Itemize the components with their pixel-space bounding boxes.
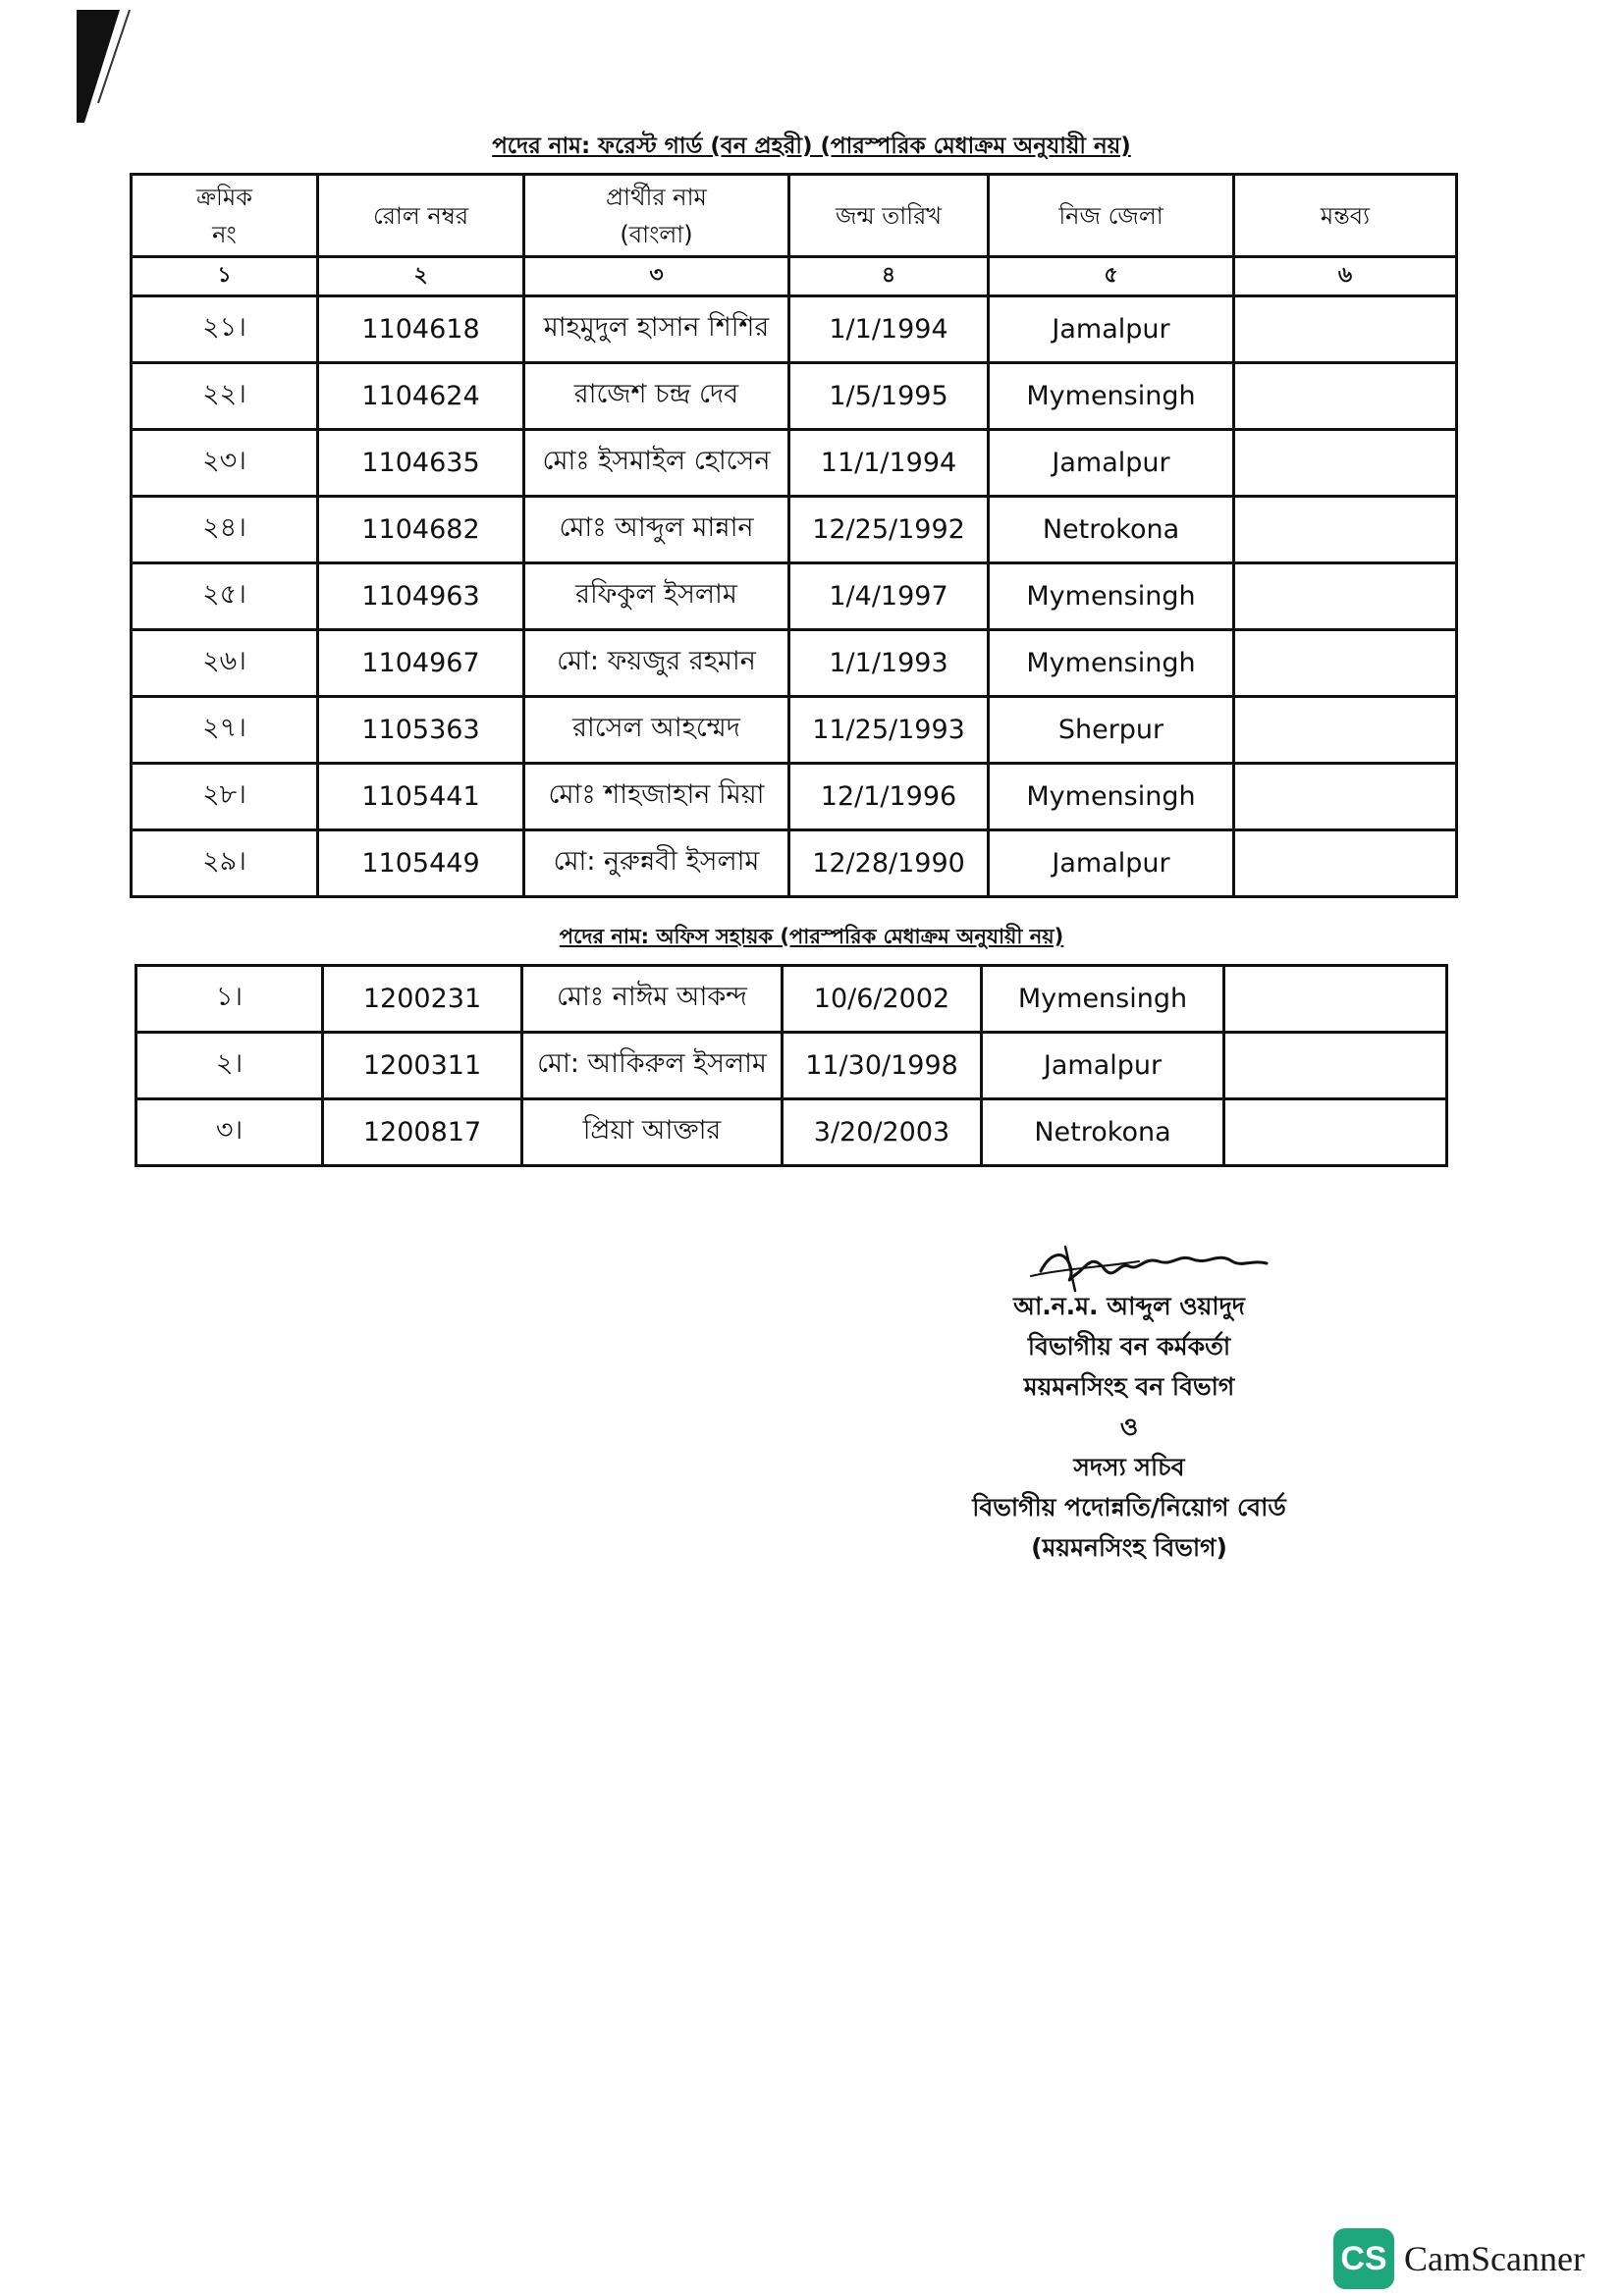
section2-title: পদের নাম: অফিস সহায়ক (পারস্পরিক মেধাক্রম অনুযায়ী নয়) <box>559 925 1064 948</box>
column-number-row <box>132 257 1457 296</box>
dob-cell: 1/1/1994 <box>789 296 989 363</box>
district-cell: Mymensingh <box>989 630 1234 697</box>
signatory-name: আ.ন.ম. আব্দুল ওয়াদুদ <box>1013 1292 1245 1320</box>
name-cell: মাহমুদুল হাসান শিশির <box>524 296 789 363</box>
table-header-row <box>132 175 1457 257</box>
header-serial: ক্রমিক নং <box>132 175 318 257</box>
section1-title: পদের নাম: ফরেস্ট গার্ড (বন প্রহরী) (পারস্পরিক মেধাক্রম অনুযায়ী নয়) <box>492 133 1131 159</box>
name-cell: রাজেশ চন্দ্র দেব <box>524 363 789 430</box>
name-cell: মোঃ নাঈম আকন্দ <box>522 966 783 1033</box>
serial-cell: ২৯। <box>132 830 318 897</box>
table-row <box>132 563 1457 630</box>
header-remarks: মন্তব্য <box>1234 175 1457 257</box>
roll-cell: 1104635 <box>318 430 524 497</box>
name-cell: মোঃ ইসমাইল হোসেন <box>524 430 789 497</box>
dob-cell: 1/1/1993 <box>789 630 989 697</box>
office-assistant-table <box>135 964 1448 1167</box>
roll-cell: 1200817 <box>323 1099 522 1166</box>
roll-cell: 1105363 <box>318 697 524 764</box>
name-cell: মোঃ আব্দুল মান্নান <box>524 497 789 563</box>
remarks-cell <box>1224 966 1447 1033</box>
roll-cell: 1105449 <box>318 830 524 897</box>
serial-cell: ৩। <box>136 1099 323 1166</box>
camscanner-watermark <box>1333 2228 1585 2289</box>
remarks-cell <box>1234 430 1457 497</box>
serial-cell: ২৬। <box>132 630 318 697</box>
district-cell: Jamalpur <box>989 430 1234 497</box>
signatory-conjunction: ও <box>1119 1413 1139 1441</box>
name-cell: রাসেল আহম্মেদ <box>524 697 789 764</box>
table-row <box>132 697 1457 764</box>
remarks-cell <box>1234 630 1457 697</box>
table-row <box>132 630 1457 697</box>
remarks-cell <box>1234 497 1457 563</box>
roll-cell: 1104618 <box>318 296 524 363</box>
serial-cell: ২৩। <box>132 430 318 497</box>
serial-cell: ২৪। <box>132 497 318 563</box>
remarks-cell <box>1234 363 1457 430</box>
serial-cell: ২১। <box>132 296 318 363</box>
roll-cell: 1104967 <box>318 630 524 697</box>
remarks-cell <box>1234 830 1457 897</box>
header-dob: জন্ম তারিখ <box>789 175 989 257</box>
header-district: নিজ জেলা <box>989 175 1234 257</box>
header-roll: রোল নম্বর <box>318 175 524 257</box>
remarks-cell <box>1234 697 1457 764</box>
scan-edge-mark <box>77 10 135 128</box>
table-row <box>132 830 1457 897</box>
dob-cell: 12/1/1996 <box>789 764 989 830</box>
dob-cell: 1/4/1997 <box>789 563 989 630</box>
roll-cell: 1104682 <box>318 497 524 563</box>
dob-cell: 11/30/1998 <box>783 1033 982 1099</box>
signature-block <box>884 1286 1375 1568</box>
district-cell: Netrokona <box>982 1099 1224 1166</box>
column-number: ৬ <box>1234 257 1457 296</box>
serial-cell: ২। <box>136 1033 323 1099</box>
table-row <box>132 296 1457 363</box>
district-cell: Mymensingh <box>989 764 1234 830</box>
serial-cell: ১। <box>136 966 323 1033</box>
table-row <box>132 430 1457 497</box>
district-cell: Mymensingh <box>982 966 1224 1033</box>
forest-guard-table <box>130 173 1458 898</box>
table-row <box>136 1033 1447 1099</box>
roll-cell: 1105441 <box>318 764 524 830</box>
column-number: ২ <box>318 257 524 296</box>
table-row <box>132 497 1457 563</box>
dob-cell: 3/20/2003 <box>783 1099 982 1166</box>
signatory-designation: বিভাগীয় বন কর্মকর্তা <box>1027 1332 1231 1361</box>
roll-cell: 1104624 <box>318 363 524 430</box>
district-cell: Sherpur <box>989 697 1234 764</box>
roll-cell: 1200231 <box>323 966 522 1033</box>
dob-cell: 11/1/1994 <box>789 430 989 497</box>
serial-cell: ২৭। <box>132 697 318 764</box>
table-row <box>132 363 1457 430</box>
district-cell: Jamalpur <box>989 830 1234 897</box>
column-number: ৫ <box>989 257 1234 296</box>
name-cell: মো: নুরুন্নবী ইসলাম <box>524 830 789 897</box>
remarks-cell <box>1234 764 1457 830</box>
district-cell: Netrokona <box>989 497 1234 563</box>
table-row <box>132 764 1457 830</box>
signatory-board: বিভাগীয় পদোন্নতি/নিয়োগ বোর্ড <box>972 1493 1286 1522</box>
roll-cell: 1200311 <box>323 1033 522 1099</box>
district-cell: Jamalpur <box>982 1033 1224 1099</box>
district-cell: Mymensingh <box>989 563 1234 630</box>
name-cell: রফিকুল ইসলাম <box>524 563 789 630</box>
dob-cell: 1/5/1995 <box>789 363 989 430</box>
remarks-cell <box>1234 563 1457 630</box>
serial-cell: ২২। <box>132 363 318 430</box>
remarks-cell <box>1224 1099 1447 1166</box>
district-cell: Jamalpur <box>989 296 1234 363</box>
remarks-cell <box>1224 1033 1447 1099</box>
roll-cell: 1104963 <box>318 563 524 630</box>
camscanner-brand: CamScanner <box>1404 2239 1585 2278</box>
signatory-role: সদস্য সচিব <box>1073 1453 1185 1481</box>
serial-cell: ২৫। <box>132 563 318 630</box>
column-number: ১ <box>132 257 318 296</box>
dob-cell: 12/25/1992 <box>789 497 989 563</box>
dob-cell: 12/28/1990 <box>789 830 989 897</box>
column-number: ৩ <box>524 257 789 296</box>
signatory-office: ময়মনসিংহ বন বিভাগ <box>1023 1372 1235 1401</box>
name-cell: প্রিয়া আক্তার <box>522 1099 783 1166</box>
district-cell: Mymensingh <box>989 363 1234 430</box>
serial-cell: ২৮। <box>132 764 318 830</box>
name-cell: মো: ফয়জুর রহমান <box>524 630 789 697</box>
dob-cell: 11/25/1993 <box>789 697 989 764</box>
camscanner-logo-icon: CS <box>1333 2228 1394 2289</box>
column-number: ৪ <box>789 257 989 296</box>
signatory-division: (ময়মনসিংহ বিভাগ) <box>1031 1533 1227 1562</box>
name-cell: মো: আকিরুল ইসলাম <box>522 1033 783 1099</box>
dob-cell: 10/6/2002 <box>783 966 982 1033</box>
table-row <box>136 966 1447 1033</box>
header-name: প্রার্থীর নাম (বাংলা) <box>524 175 789 257</box>
table-row <box>136 1099 1447 1166</box>
name-cell: মোঃ শাহজাহান মিয়া <box>524 764 789 830</box>
remarks-cell <box>1234 296 1457 363</box>
